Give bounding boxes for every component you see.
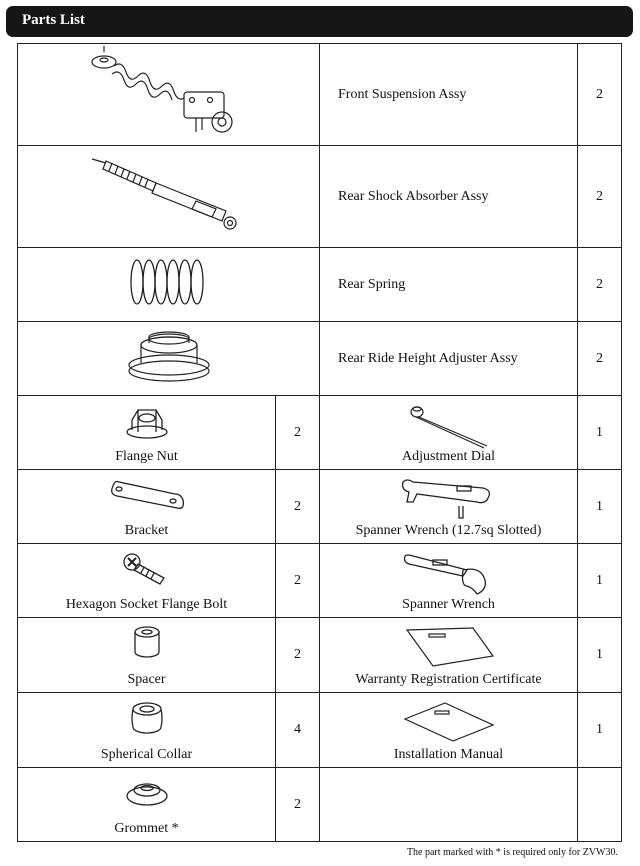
- part-name: Bracket: [124, 523, 169, 538]
- quantity-cell: 2: [578, 248, 622, 322]
- spherical-collar-icon: [127, 699, 167, 739]
- part-name: Flange Nut: [115, 449, 178, 464]
- illustration-cell: [18, 44, 320, 146]
- illustration-cell: [18, 322, 320, 396]
- part-name: Hexagon Socket Flange Bolt: [65, 597, 228, 612]
- quantity-cell: 1: [578, 618, 622, 693]
- part-name-cell: Rear Ride Height Adjuster Assy: [320, 322, 578, 396]
- part-name-cell: Front Suspension Assy: [320, 44, 578, 146]
- parts-table: [17, 43, 622, 842]
- table-row: [18, 146, 622, 248]
- illustration-cell: [18, 248, 320, 322]
- part-name: Grommet *: [114, 821, 179, 836]
- quantity-cell: 2: [578, 44, 622, 146]
- slotted-spanner-wrench-icon: [399, 476, 499, 522]
- table-row: [18, 544, 622, 618]
- grommet-icon: [122, 774, 172, 814]
- quantity-cell: 2: [276, 470, 320, 544]
- quantity-cell: 1: [578, 396, 622, 470]
- table-row: [18, 322, 622, 396]
- table-row: [18, 44, 622, 146]
- quantity-cell: 4: [276, 693, 320, 768]
- part-name: Adjustment Dial: [402, 449, 495, 464]
- quantity-cell: 1: [578, 544, 622, 618]
- part-name-cell: Rear Spring: [320, 248, 578, 322]
- illustration-cell: [18, 146, 320, 248]
- ride-height-adjuster-icon: [119, 323, 219, 389]
- table-row: [18, 693, 622, 768]
- certificate-document-icon: [399, 624, 499, 668]
- part-cell: [18, 470, 276, 544]
- part-cell: [18, 544, 276, 618]
- quantity-cell: 2: [276, 396, 320, 470]
- part-cell: [18, 768, 276, 842]
- quantity-cell: 2: [276, 768, 320, 842]
- part-name: Spacer: [127, 672, 166, 687]
- page-title: Parts List: [22, 12, 85, 28]
- spanner-wrench-icon: [399, 550, 499, 596]
- rear-shock-absorber-icon: [84, 149, 254, 239]
- part-name: Spanner Wrench: [402, 597, 495, 612]
- manual-document-icon: [399, 699, 499, 743]
- part-cell: [320, 396, 578, 470]
- part-name: Spherical Collar: [100, 747, 193, 762]
- spacer-icon: [127, 624, 167, 664]
- quantity-cell: 2: [276, 618, 320, 693]
- table-row: [18, 396, 622, 470]
- part-cell: [320, 618, 578, 693]
- part-name: Installation Manual: [393, 747, 504, 762]
- quantity-cell: 1: [578, 693, 622, 768]
- empty-part-cell: [320, 768, 578, 842]
- table-row: [18, 618, 622, 693]
- quantity-cell: 2: [578, 322, 622, 396]
- quantity-cell: 2: [276, 544, 320, 618]
- table-row: [18, 248, 622, 322]
- part-cell: [18, 396, 276, 470]
- front-suspension-assembly-icon: [84, 44, 254, 140]
- coil-spring-icon: [119, 251, 219, 313]
- table-row: [18, 470, 622, 544]
- part-name: Warranty Registration Certificate: [355, 672, 542, 687]
- quantity-cell: 2: [578, 146, 622, 248]
- part-name: Spanner Wrench (12.7sq Slotted): [355, 523, 542, 538]
- part-name-cell: Rear Shock Absorber Assy: [320, 146, 578, 248]
- footnote: The part marked with * is required only for ZVW30.: [406, 847, 618, 858]
- empty-quantity-cell: [578, 768, 622, 842]
- part-cell: [18, 618, 276, 693]
- adjustment-dial-icon: [399, 402, 499, 452]
- hex-socket-bolt-icon: [122, 550, 172, 590]
- part-cell: [320, 544, 578, 618]
- parts-list-header: [6, 6, 633, 37]
- table-row: [18, 768, 622, 842]
- bracket-icon: [107, 476, 187, 516]
- flange-nut-icon: [124, 402, 170, 442]
- part-cell: [320, 470, 578, 544]
- part-cell: [320, 693, 578, 768]
- quantity-cell: 1: [578, 470, 622, 544]
- part-cell: [18, 693, 276, 768]
